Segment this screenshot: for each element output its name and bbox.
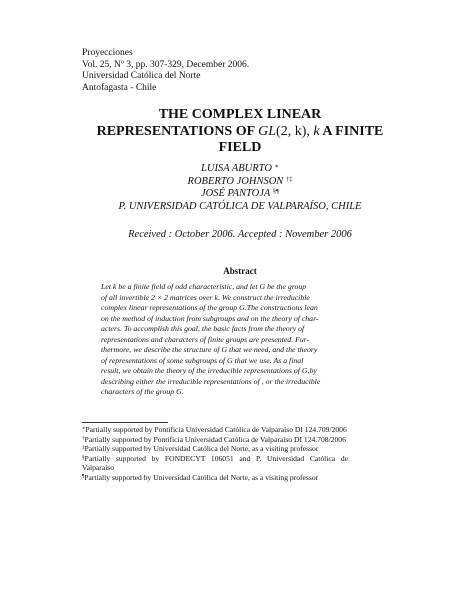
abstract-line: Let k be a finite field of odd characteristic, and let G be the group	[101, 282, 307, 291]
footnote-mark: ‡	[82, 445, 85, 451]
author-affiliation	[60, 201, 420, 214]
footnote-text: Partially supported by FONDECYT 106051 and P. Universidad Católica de	[84, 453, 349, 463]
footnote-divider	[82, 422, 168, 423]
abstract-line: on the method of induction from subgroups and on the theory of char-	[101, 313, 319, 323]
footnote-mark: §	[82, 455, 85, 461]
affiliation-name: P. UNIVERSIDAD CATÓLICA DE VALPARAÍSO, CHILE	[118, 200, 362, 212]
footnote	[82, 425, 398, 435]
author-name: LUISA ABURTO	[201, 163, 272, 174]
footnote	[82, 473, 398, 483]
abstract-line: of representations of some subgroups of G that we use. As a final	[101, 355, 304, 365]
title-line-1: THE COMPLEX LINEAR	[158, 107, 322, 122]
author-block	[60, 163, 420, 213]
abstract-line: characters of the group G.	[101, 387, 184, 396]
footnote-text: Partially supported by Universidad Católica del Norte, as a visiting professor	[84, 472, 319, 482]
footnote	[82, 435, 398, 445]
footnote	[82, 454, 398, 464]
author-name: JOSÉ PANTOJA	[201, 188, 271, 199]
footnote-text: Partially supported by Pontificia Universidad Católica de Valparaíso DI 124.709/2006	[85, 425, 347, 434]
author-mark: ∗	[274, 163, 279, 170]
author-mark: †‡	[285, 175, 293, 183]
author-mark: §¶	[272, 188, 279, 195]
footnote-text: Valparaíso	[82, 463, 115, 473]
abstract-line: of all invertible 2 × 2 matrices over k. We construct the irreducible	[101, 292, 310, 302]
title-line-2-prefix: REPRESENTATIONS OF	[96, 123, 259, 139]
abstract-line: acters. To accomplish this goal, the basic facts from the theory of	[101, 324, 305, 333]
journal-volume: Vol. 25, Nº 3, pp. 307-329, December 2006.	[82, 59, 250, 70]
title-line-3: FIELD	[218, 140, 262, 155]
footnote-text: Partially supported by Universidad Católica del Norte, as a visiting professor	[84, 444, 319, 454]
author-line	[60, 176, 420, 189]
footnote-mark: ¶	[82, 474, 85, 480]
title-math-gl: GL	[258, 123, 277, 139]
author-name: ROBERTO JOHNSON	[187, 175, 284, 187]
paper-title	[60, 107, 420, 157]
author-line	[60, 188, 420, 201]
author-line	[60, 163, 420, 176]
title-math-args: (2, k),	[276, 123, 314, 139]
abstract-heading: Abstract	[223, 266, 257, 276]
journal-location: Antofagasta - Chile	[82, 82, 157, 93]
abstract-line: describing either the irreducible representations of , or the irreducible	[101, 376, 321, 386]
footnote-continuation	[82, 463, 398, 473]
abstract-line: complex linear representations of the group G.The constructions lean	[101, 303, 318, 312]
abstract-line: result, we obtain the theory of the irreducible representations of G,by	[101, 366, 317, 375]
footnote-text: Partially supported by Pontificia Universidad Católica de Valparaíso DI 124.708/2006	[84, 434, 346, 444]
footnote	[82, 444, 398, 454]
received-dates: Received : October 2006. Accepted : November 2006	[128, 229, 352, 240]
title-line-2-suffix: A FINITE	[319, 123, 384, 139]
abstract-line: thermore, we describe the structure of G that we need, and the theory	[101, 345, 318, 354]
title-line-2	[60, 124, 420, 141]
journal-university: Universidad Católica del Norte	[82, 71, 201, 81]
footnote-mark: ∗	[82, 426, 86, 432]
journal-name: Proyecciones	[82, 48, 133, 58]
footnotes	[82, 425, 398, 483]
abstract-line: representations and characters of finite groups are presented. Fur-	[101, 334, 310, 344]
journal-header	[82, 48, 249, 94]
title-math-k: k	[313, 123, 320, 139]
footnote-mark: †	[82, 436, 85, 442]
abstract-body	[101, 282, 375, 398]
